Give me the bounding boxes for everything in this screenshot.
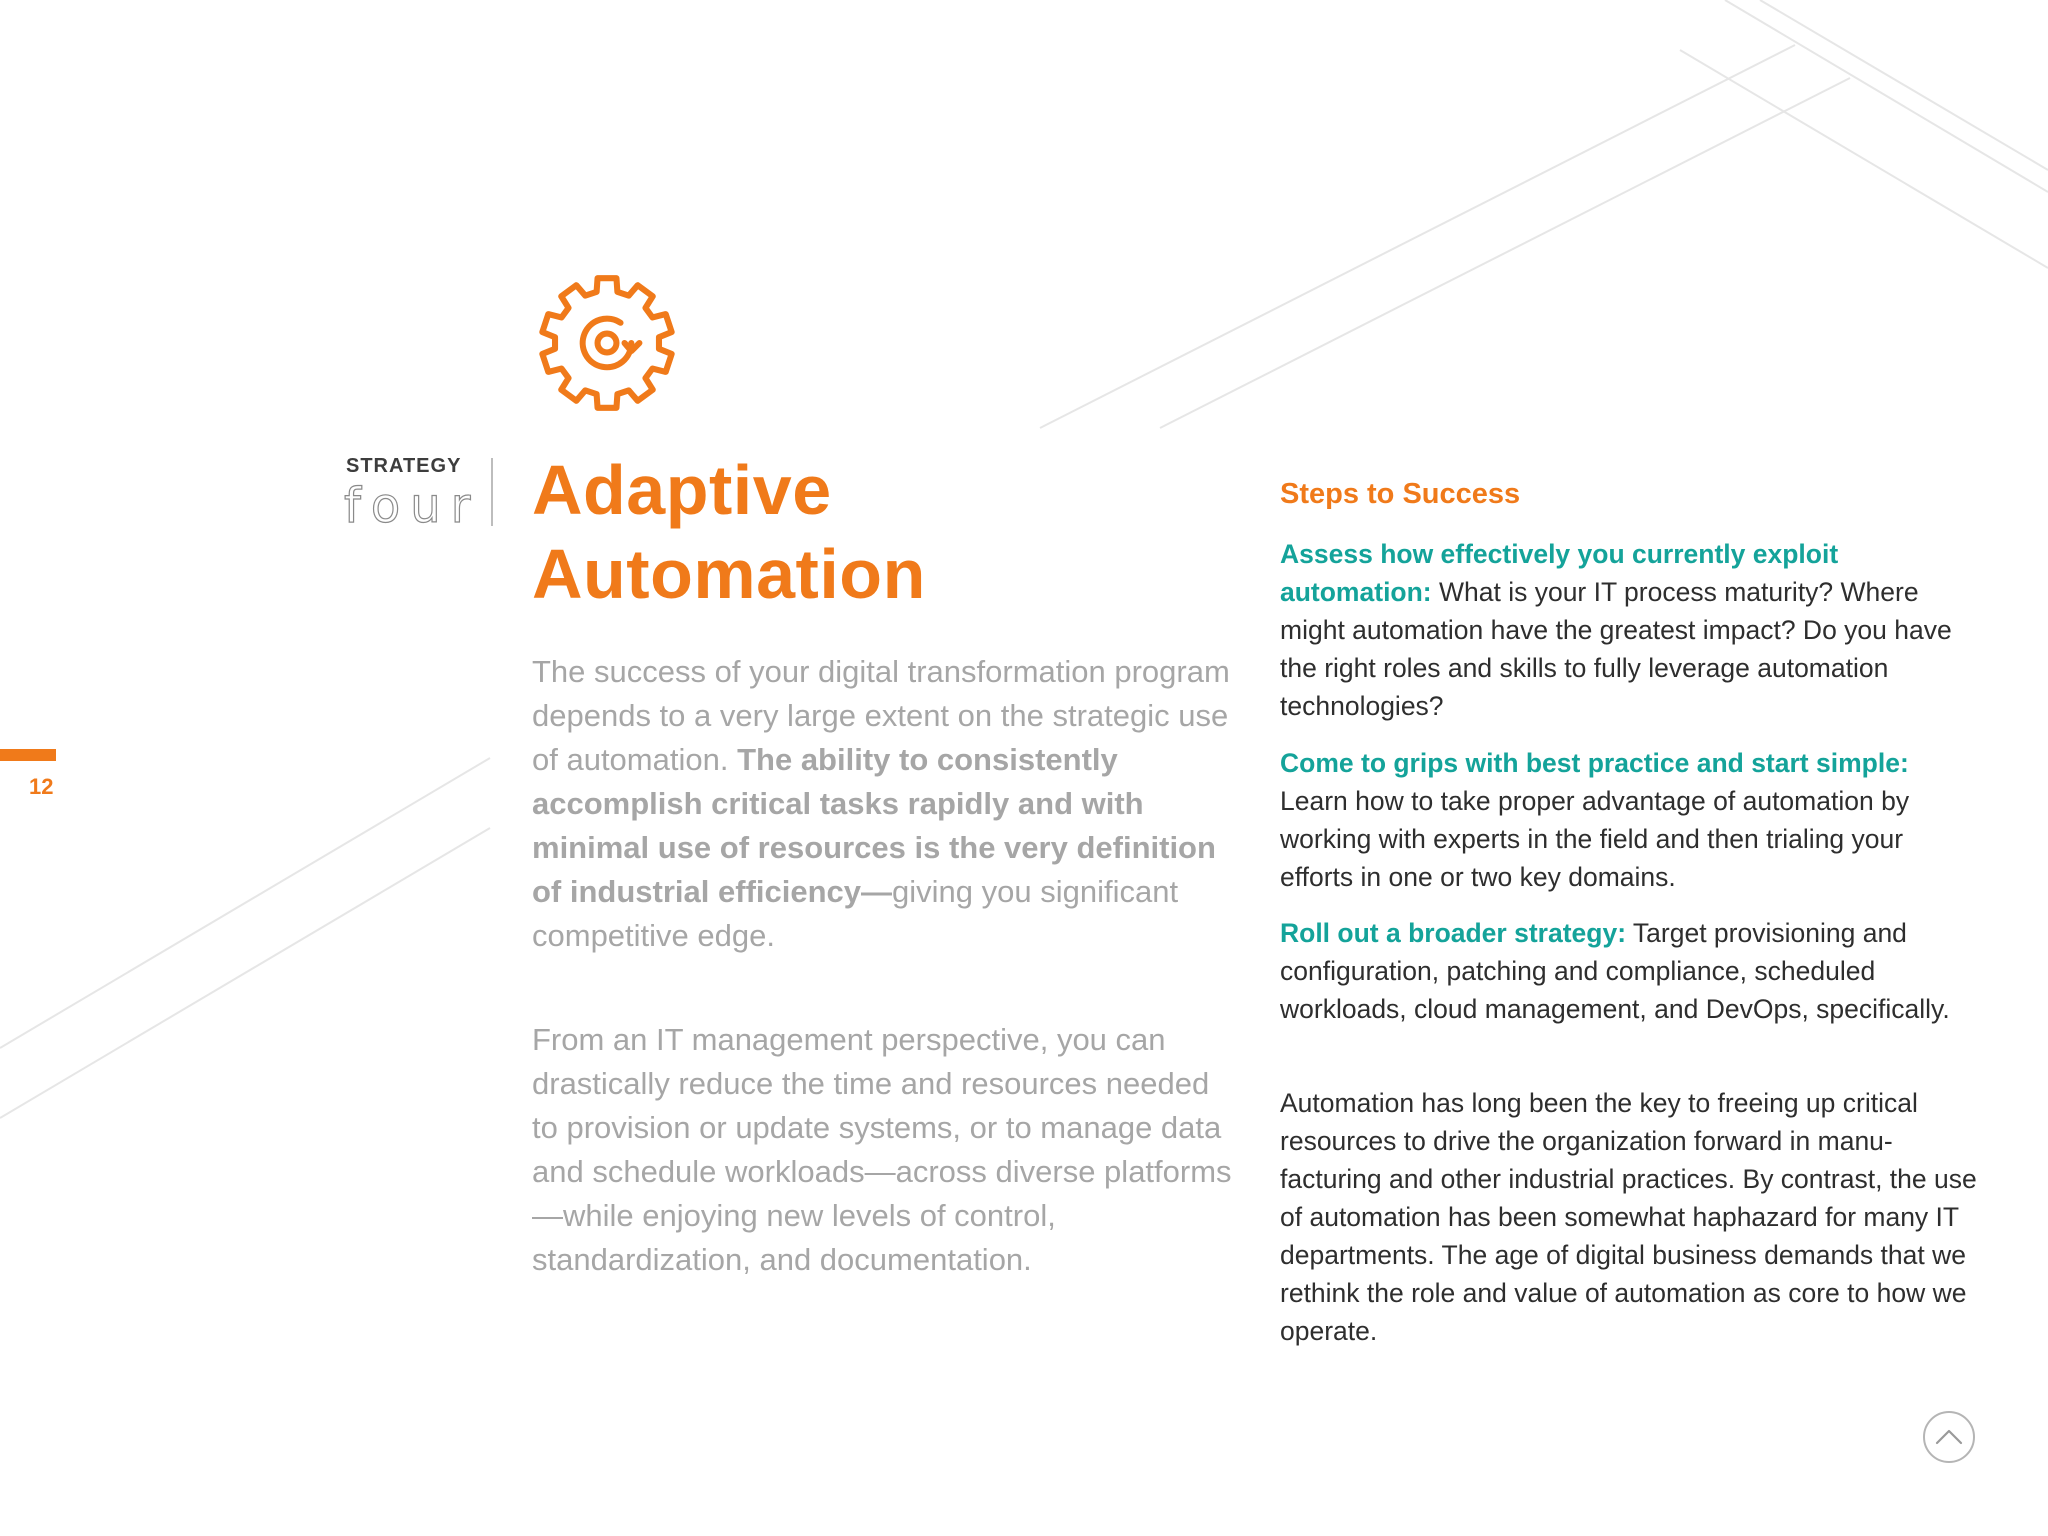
- step-lead: Roll out a broader strategy:: [1280, 918, 1627, 948]
- steps-heading: Steps to Success: [1280, 478, 1521, 510]
- it-perspective-paragraph: From an IT management perspective, you can drastically reduce the time and resources needed to provision or update systems, or to manage data and schedule workloads—across diverse platforms—while enjoying new levels of control, standardization, and documentation.: [532, 1022, 1232, 1277]
- page-title: [532, 448, 926, 616]
- step-item: [1280, 744, 1980, 896]
- back-to-top-button[interactable]: [1923, 1411, 1975, 1463]
- step-text: Learn how to take proper advantage of automation by working with experts in the field and then trialing your efforts in one or two key domains.: [1280, 786, 1910, 892]
- step-lead: Assess how effectively you currently exploit automation:: [1280, 539, 1839, 607]
- page-number: 12: [29, 774, 54, 799]
- step-text: What is your IT process maturity? Where might automation have the greatest impact? Do you have the right roles and skills to fully leverage automation technologies?: [1280, 577, 1952, 721]
- strategy-label: STRATEGY: [346, 455, 462, 477]
- step-text: Target provisioning and configuration, patching and compliance, scheduled workloads, cloud management, and DevOps, specifically.: [1280, 918, 1950, 1024]
- step-item: [1280, 535, 1980, 725]
- title-line-1: Adaptive: [532, 451, 832, 529]
- gear-automation-icon: [526, 262, 688, 424]
- intro-text-end: giving you significant competitive edge.: [532, 874, 1179, 953]
- closing-paragraph: Automation has long been the key to freeing up critical resources to drive the organization forward in manu-facturing and other industrial practices. By contrast, the use of automation has been somewhat haphazard for many IT departments. The age of digital business demands that we rethink the role and value of automation as core to how we operate.: [1280, 1088, 1977, 1346]
- page-marker: [0, 749, 56, 761]
- intro-text-bold: The ability to consistently accomplish critical tasks rapidly and with minimal use of resources is the very definition of industrial efficiency—: [532, 742, 1216, 909]
- intro-text-start: The success of your digital transformation program depends to a very large extent on the strategic use of automation.: [532, 654, 1230, 777]
- title-line-2: Automation: [532, 535, 926, 613]
- intro-paragraph: [532, 650, 1232, 958]
- strategy-number: four: [344, 478, 481, 534]
- chevron-up-icon: [1925, 1413, 1973, 1461]
- strategy-divider: [491, 458, 493, 526]
- step-lead: Come to grips with best practice and start simple:: [1280, 748, 1909, 778]
- step-item: [1280, 914, 1980, 1028]
